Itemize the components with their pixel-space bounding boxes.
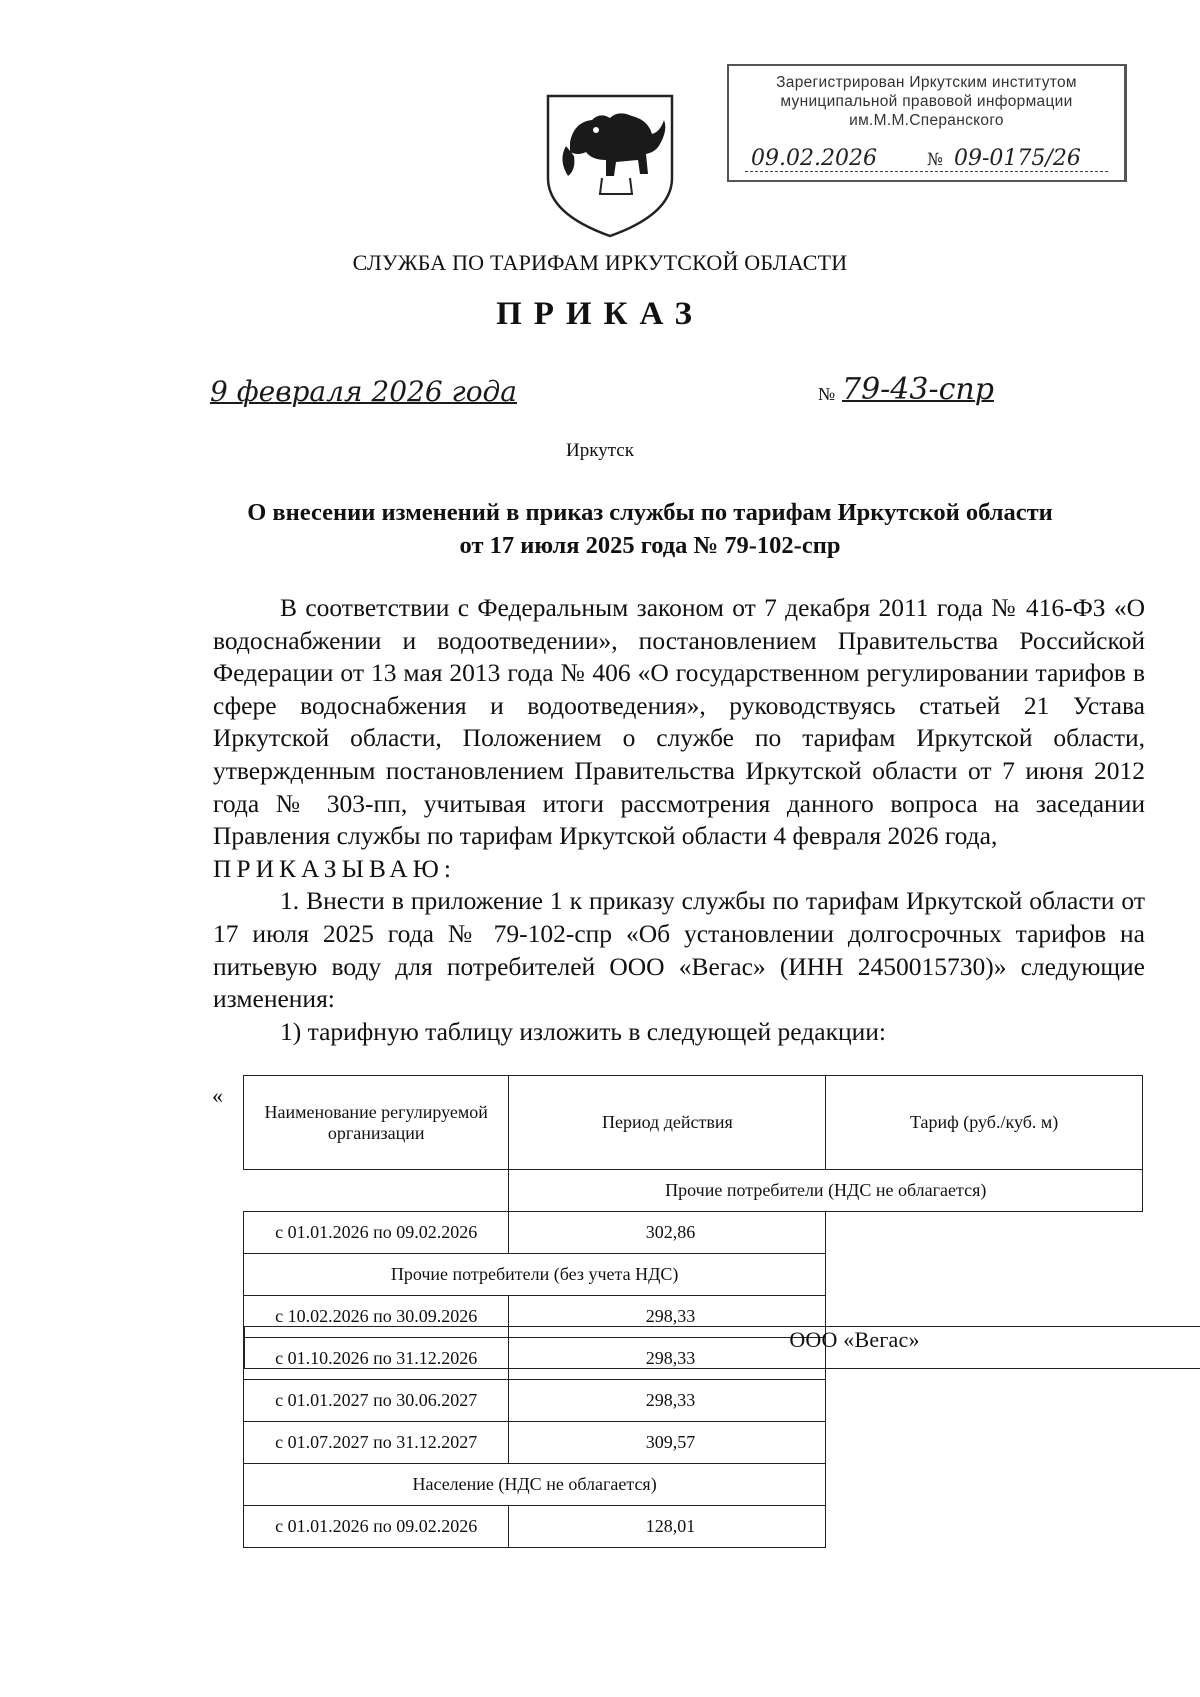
item-1-1-paragraph: 1) тарифную таблицу изложить в следующей редакции:	[280, 1016, 886, 1046]
group-heading: Прочие потребители (НДС не облагается)	[509, 1170, 1143, 1212]
period-cell: с 01.01.2026 по 09.02.2026	[244, 1212, 509, 1254]
item-1-paragraph: 1. Внести в приложение 1 к приказу службы по тарифам Иркутской области от 17 июля 2025 года № 79-102-спр «Об установлении долгосрочных тарифов на питьевую воду для потребителей ООО «Вегас» (ИНН 2450015730)» следующие изменения:	[213, 886, 1145, 1014]
order-number-label: №	[818, 384, 836, 404]
subject-line-1: О внесении изменений в приказ службы по тарифам Иркутской области	[247, 499, 1053, 526]
tariff-cell: 298,33	[509, 1296, 826, 1338]
header-organization: Наименование регулируемой организации	[244, 1076, 509, 1170]
tariff-table	[243, 1075, 1143, 1548]
table-row	[244, 1212, 1143, 1254]
tariff-cell: 128,01	[509, 1506, 826, 1548]
subject-line-2: от 17 июля 2025 года № 79-102-спр	[459, 532, 841, 559]
tariff-cell: 298,33	[509, 1380, 826, 1422]
tariff-cell: 298,33	[509, 1338, 826, 1380]
table-row	[244, 1464, 1143, 1506]
order-word: ПРИКАЗЫВАЮ:	[213, 853, 456, 883]
issuing-organization: СЛУЖБА ПО ТАРИФАМ ИРКУТСКОЙ ОБЛАСТИ	[352, 250, 848, 275]
document-type-title: ПРИКАЗ	[496, 296, 704, 332]
city: Иркутск	[566, 440, 634, 461]
table-row	[244, 1380, 1143, 1422]
table-row	[244, 1170, 1143, 1212]
stamp-line-3: им.М.М.Сперанского	[849, 112, 1004, 129]
period-cell: с 01.10.2026 по 31.12.2026	[244, 1338, 509, 1380]
stamp-number-label: №	[927, 150, 944, 170]
period-cell: с 01.07.2027 по 31.12.2027	[244, 1422, 509, 1464]
registration-stamp	[727, 64, 1127, 182]
irkutsk-coat-of-arms-icon	[540, 90, 680, 240]
stamp-registration-date: 09.02.2026	[751, 146, 877, 171]
preamble-paragraph: В соответствии с Федеральным законом от 7 декабря 2011 года № 416-ФЗ «О водоснабжении и водоотведении», постановлением Правительства Российской Федерации от 13 мая 2013 года № 406 «О государственном регулировании тарифов в сфере водоснабжения и водоотведения», руководствуясь статьей 21 Устава Иркутской области, Положением о службе по тарифам Иркутской области, утвержденным постановлением Правительства Иркутской области от 7 июня 2012 года № 303-пп, учитывая итоги рассмотрения данного вопроса на заседании Правления службы по тарифам Иркутской области 4 февраля 2026 года,	[213, 593, 1145, 851]
order-number-handwritten: 79-43-спр	[842, 372, 994, 407]
table-row	[244, 1422, 1143, 1464]
tariff-cell: 302,86	[509, 1212, 826, 1254]
group-heading: Население (НДС не облагается)	[244, 1464, 826, 1506]
table-row	[244, 1506, 1143, 1548]
period-cell: с 01.01.2026 по 09.02.2026	[244, 1506, 509, 1548]
order-subject	[150, 496, 1150, 562]
group-heading: Прочие потребители (без учета НДС)	[244, 1254, 826, 1296]
table-row	[244, 1254, 1143, 1296]
stamp-registration-number: 09-0175/26	[954, 146, 1081, 171]
header-tariff: Тариф (руб./куб. м)	[826, 1076, 1143, 1170]
period-cell: с 01.01.2027 по 30.06.2027	[244, 1380, 509, 1422]
tariff-cell: 309,57	[509, 1422, 826, 1464]
period-cell: с 10.02.2026 по 30.09.2026	[244, 1296, 509, 1338]
order-date-handwritten: 9 февраля 2026 года	[210, 375, 517, 408]
stamp-line-1: Зарегистрирован Иркутским институтом	[776, 74, 1077, 91]
opening-quote-mark: «	[212, 1083, 223, 1108]
table-header-row	[244, 1076, 1143, 1170]
stamp-line-2: муниципальной правовой информации	[780, 93, 1073, 110]
order-body	[213, 592, 1145, 1048]
header-period: Период действия	[509, 1076, 826, 1170]
organization-cell: ООО «Вегас»	[244, 1326, 1200, 1369]
